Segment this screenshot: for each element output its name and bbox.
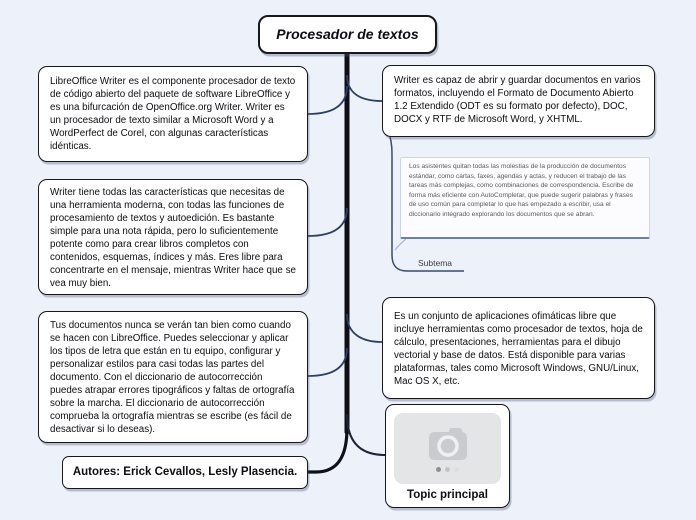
branch-right-2 <box>347 314 382 342</box>
branch-left-1 <box>308 86 347 114</box>
subtopic-subtema[interactable] <box>404 258 466 268</box>
dot-icon <box>436 467 441 472</box>
branch-left-3 <box>308 348 347 376</box>
branch-authors <box>308 428 347 472</box>
dot-icon <box>445 467 450 472</box>
central-topic-label: Procesador de textos <box>276 26 419 42</box>
topic-office-suite-text: Es un conjunto de aplicaciones ofimáticas libre que incluye herramientas como procesador de textos, hoja de cálculo, presentaciones, herramientas para el dibujo vectorial y base de datos. Está disponible para varias plataformas, tales como Microsoft Windows, GNU/Linux, Mac OS X, etc. <box>394 311 643 387</box>
image-placeholder <box>394 413 501 484</box>
topic-writer-features[interactable] <box>38 179 308 295</box>
central-topic[interactable] <box>258 15 437 54</box>
topic-image-label: Topic principal <box>407 489 488 501</box>
topic-writer-about[interactable] <box>38 66 308 162</box>
camera-icon <box>422 426 474 464</box>
topic-writer-styles[interactable] <box>38 311 308 443</box>
branch-left-2 <box>308 208 347 236</box>
note-assistants-text: Los asistentes quitan todas las molestias de la producción de documentos estándar, como cartas, faxes, agendas y actas, y reducen el trabajo de las tareas más complejas, como combinaciones de correspondencia. Escribe de forma más eficiente con AutoCompletar, que puede sugerir palabras y frases de uso común para completar lo que has empezado a escribir, usa el diccionario integrado explorando los documentos que se abran. <box>409 163 634 218</box>
branch-image-topic <box>347 414 385 455</box>
dot-icon <box>454 467 459 472</box>
branch-right-1 <box>347 75 382 101</box>
note-tail <box>395 239 406 250</box>
topic-authors[interactable] <box>62 456 308 489</box>
topic-writer-formats[interactable] <box>382 65 655 137</box>
carousel-dots <box>436 467 459 472</box>
topic-writer-styles-text: Tus documentos nunca se verán tan bien como cuando se hacen con LibreOffice. Puedes seleccionar y aplicar los tipos de letra que están en tu equipo, configurar y personalizar estilos para casi todas las partes del documento. Con el diccionario de autocorrección puedes atrapar errores tipográficos y faltas de ortografía sobre la marcha. El diccionario de autocorrección comprueba la ortografía mientras se escribe (es fácil de desactivar si lo deseas). <box>50 320 295 435</box>
topic-authors-text: Autores: Erick Cevallos, Lesly Plasencia. <box>72 466 298 478</box>
topic-writer-about-text: LibreOffice Writer es el componente procesador de texto de código abierto del paquete de software LibreOffice y es una bifurcación de OpenOffice.org Writer. Writer es un procesador de texto similar a Microsoft Word y a WordPerfect de Corel, con algunas características idénticas. <box>50 76 296 152</box>
subtopic-subtema-label: Subtema <box>417 258 453 268</box>
topic-writer-formats-text: Writer es capaz de abrir y guardar documentos en varios formatos, incluyendo el Formato de Documento Abierto 1.2 Extendido (ODT es su formato por defecto), DOC, DOCX y RTF de Microsoft Word, y XHTML. <box>394 75 641 125</box>
note-assistants[interactable] <box>400 157 650 239</box>
topic-writer-features-text: Writer tiene todas las características que necesitas de una herramienta moderna, con todas las funciones de procesamiento de textos y autoedición. Es bastante simple para una nota rápida, pero lo suficientemente potente como para crear libros completos con contenidos, esquemas, índices y más. Eres libre para concentrarte en el mensaje, mientras Writer hace que se vea muy bien. <box>50 187 296 289</box>
topic-office-suite[interactable] <box>382 297 655 399</box>
topic-image[interactable] <box>385 404 510 508</box>
